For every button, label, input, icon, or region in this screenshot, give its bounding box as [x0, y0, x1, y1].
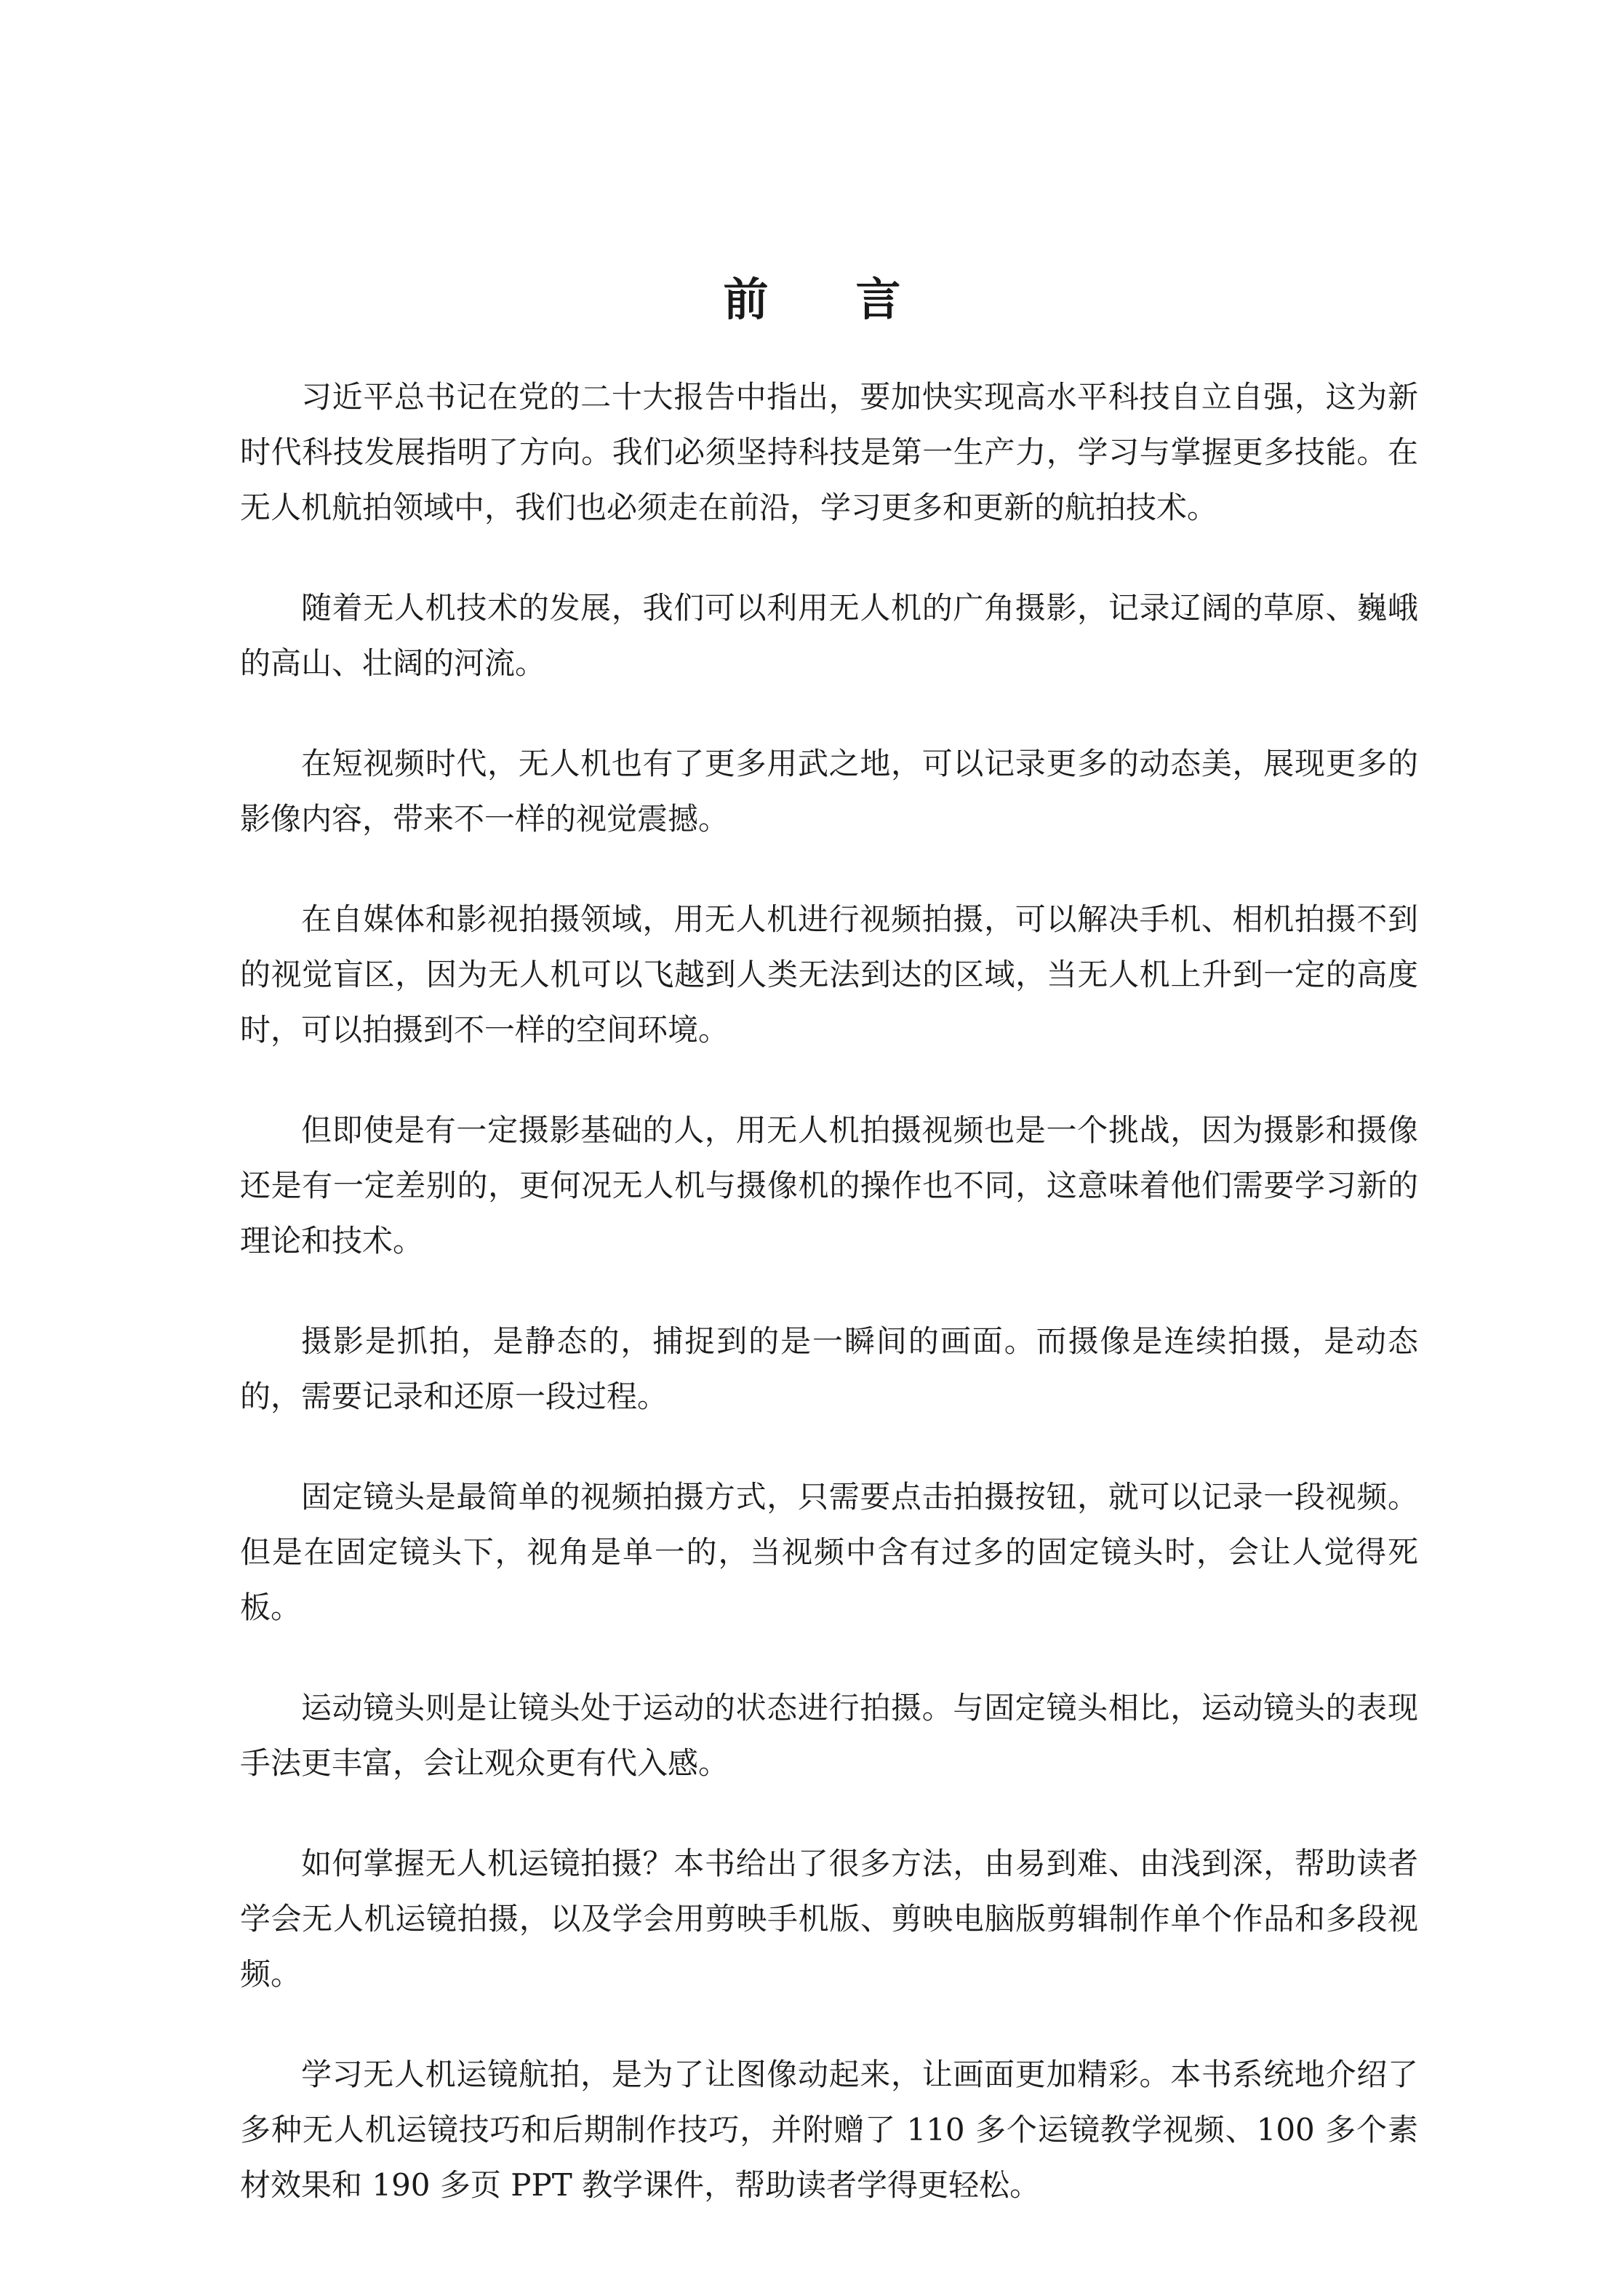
page-title: [0, 271, 1624, 329]
paragraph-2: 随着无人机技术的发展，我们可以利用无人机的广角摄影，记录辽阔的草原、巍峨的高山、壮阔的河流。: [240, 590, 1418, 681]
preface-body: [240, 370, 1418, 2258]
paragraph-3: 在短视频时代，无人机也有了更多用武之地，可以记录更多的动态美，展现更多的影像内容，带来不一样的视觉震撼。: [240, 746, 1418, 837]
paragraph-1: 习近平总书记在党的二十大报告中指出，要加快实现高水平科技自立自强，这为新时代科技发展指明了方向。我们必须坚持科技是第一生产力，学习与掌握更多技能。在无人机航拍领域中，我们也必须走在前沿，学习更多和更新的航拍技术。: [240, 379, 1418, 525]
paragraph-4: 在自媒体和影视拍摄领域，用无人机进行视频拍摄，可以解决手机、相机拍摄不到的视觉盲区，因为无人机可以飞越到人类无法到达的区域，当无人机上升到一定的高度时，可以拍摄到不一样的空间环境。: [240, 901, 1418, 1048]
paragraph-9: 如何掌握无人机运镜拍摄？本书给出了很多方法，由易到难、由浅到深，帮助读者学会无人机运镜拍摄，以及学会用剪映手机版、剪映电脑版剪辑制作单个作品和多段视频。: [240, 1846, 1418, 1992]
page-title-part-1: 前: [723, 272, 769, 326]
paragraph-6: 摄影是抓拍，是静态的，捕捉到的是一瞬间的画面。而摄像是连续拍摄，是动态的，需要记录和还原一段过程。: [240, 1323, 1418, 1414]
paragraph-8: 运动镜头则是让镜头处于运动的状态进行拍摄。与固定镜头相比，运动镜头的表现手法更丰富，会让观众更有代入感。: [240, 1690, 1418, 1781]
paragraph-10: 学习无人机运镜航拍，是为了让图像动起来，让画面更加精彩。本书系统地介绍了多种无人机运镜技巧和后期制作技巧，并附赠了 110 多个运镜教学视频、100 多个素材效果和 190 多页 PPT 教学课件，帮助读者学得更轻松。: [240, 2057, 1418, 2203]
page-title-part-2: 言: [855, 272, 901, 326]
paragraph-7: 固定镜头是最简单的视频拍摄方式，只需要点击拍摄按钮，就可以记录一段视频。但是在固定镜头下，视角是单一的，当视频中含有过多的固定镜头时，会让人觉得死板。: [240, 1479, 1418, 1625]
paragraph-5: 但即使是有一定摄影基础的人，用无人机拍摄视频也是一个挑战，因为摄影和摄像还是有一定差别的，更何况无人机与摄像机的操作也不同，这意味着他们需要学习新的理论和技术。: [240, 1112, 1418, 1259]
